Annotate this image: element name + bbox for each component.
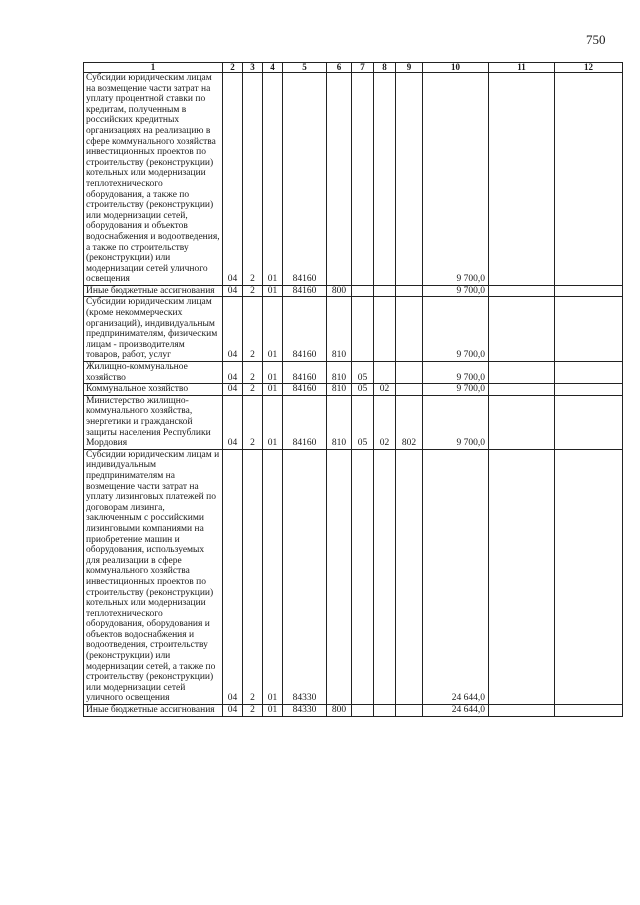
item-name: Иные бюджетные ассигнования xyxy=(84,285,223,297)
item-name: Министерство жилищно-коммунального хозяйства, энергетики и гражданской защиты населения Республики Мордовия xyxy=(84,395,223,449)
cell-col-2: 04 xyxy=(223,705,243,717)
cell-col-7: 05 xyxy=(352,362,374,384)
cell-col-5: 84160 xyxy=(283,362,327,384)
budget-table xyxy=(83,62,623,717)
cell-col-2: 04 xyxy=(223,384,243,396)
header-col-10: 10 xyxy=(423,63,489,73)
header-col-7: 7 xyxy=(352,63,374,73)
table-row xyxy=(84,297,623,362)
cell-col-5: 84160 xyxy=(283,73,327,286)
cell-col-4: 01 xyxy=(263,73,283,286)
cell-col-3: 2 xyxy=(243,297,263,362)
header-col-1: 1 xyxy=(84,63,223,73)
cell-col-8 xyxy=(374,449,396,704)
cell-col-2: 04 xyxy=(223,395,243,449)
item-name: Коммунальное хозяйство xyxy=(84,384,223,396)
cell-col-4: 01 xyxy=(263,395,283,449)
cell-col-2: 04 xyxy=(223,362,243,384)
cell-col-12 xyxy=(555,384,623,396)
amount-cell: 9 700,0 xyxy=(423,73,489,286)
header-col-6: 6 xyxy=(327,63,352,73)
cell-col-7: 05 xyxy=(352,395,374,449)
cell-col-2: 04 xyxy=(223,73,243,286)
cell-col-3: 2 xyxy=(243,384,263,396)
cell-col-8: 02 xyxy=(374,384,396,396)
cell-col-4: 01 xyxy=(263,285,283,297)
item-name: Жилищно-коммунальное хозяйство xyxy=(84,362,223,384)
cell-col-12 xyxy=(555,297,623,362)
cell-col-6: 810 xyxy=(327,362,352,384)
amount-cell: 9 700,0 xyxy=(423,297,489,362)
item-name: Иные бюджетные ассигнования xyxy=(84,705,223,717)
cell-col-12 xyxy=(555,395,623,449)
cell-col-2: 04 xyxy=(223,297,243,362)
cell-col-6 xyxy=(327,449,352,704)
table-row xyxy=(84,362,623,384)
cell-col-9: 802 xyxy=(396,395,423,449)
cell-col-11 xyxy=(489,705,555,717)
cell-col-11 xyxy=(489,73,555,286)
amount-cell: 24 644,0 xyxy=(423,705,489,717)
cell-col-5: 84160 xyxy=(283,395,327,449)
cell-col-12 xyxy=(555,705,623,717)
cell-col-5: 84330 xyxy=(283,449,327,704)
cell-col-8 xyxy=(374,297,396,362)
cell-col-6: 810 xyxy=(327,395,352,449)
cell-col-8 xyxy=(374,73,396,286)
page-number: 750 xyxy=(586,32,606,47)
header-col-4: 4 xyxy=(263,63,283,73)
cell-col-2: 04 xyxy=(223,285,243,297)
header-col-5: 5 xyxy=(283,63,327,73)
cell-col-9 xyxy=(396,297,423,362)
header-col-12: 12 xyxy=(555,63,623,73)
cell-col-3: 2 xyxy=(243,73,263,286)
header-col-9: 9 xyxy=(396,63,423,73)
cell-col-11 xyxy=(489,449,555,704)
header-row xyxy=(84,63,623,73)
cell-col-7 xyxy=(352,705,374,717)
item-name: Субсидии юридическим лицам (кроме некоммерческих организаций), индивидуальным предпринимателям, физическим лицам - производителям товаров, работ, услуг xyxy=(84,297,223,362)
cell-col-12 xyxy=(555,362,623,384)
cell-col-6: 800 xyxy=(327,285,352,297)
cell-col-11 xyxy=(489,395,555,449)
cell-col-3: 2 xyxy=(243,395,263,449)
table-row xyxy=(84,285,623,297)
cell-col-7 xyxy=(352,285,374,297)
cell-col-7 xyxy=(352,73,374,286)
cell-col-11 xyxy=(489,384,555,396)
cell-col-6: 800 xyxy=(327,705,352,717)
table-row xyxy=(84,705,623,717)
header-col-8: 8 xyxy=(374,63,396,73)
cell-col-5: 84160 xyxy=(283,285,327,297)
cell-col-9 xyxy=(396,705,423,717)
table-row xyxy=(84,395,623,449)
cell-col-9 xyxy=(396,73,423,286)
cell-col-4: 01 xyxy=(263,449,283,704)
cell-col-3: 2 xyxy=(243,705,263,717)
table-row xyxy=(84,384,623,396)
table-body xyxy=(84,73,623,717)
header-col-3: 3 xyxy=(243,63,263,73)
cell-col-11 xyxy=(489,297,555,362)
header-col-2: 2 xyxy=(223,63,243,73)
header-col-11: 11 xyxy=(489,63,555,73)
amount-cell: 9 700,0 xyxy=(423,362,489,384)
table-row xyxy=(84,449,623,704)
cell-col-2: 04 xyxy=(223,449,243,704)
cell-col-7: 05 xyxy=(352,384,374,396)
cell-col-11 xyxy=(489,362,555,384)
cell-col-5: 84160 xyxy=(283,297,327,362)
cell-col-12 xyxy=(555,285,623,297)
cell-col-6: 810 xyxy=(327,384,352,396)
amount-cell: 9 700,0 xyxy=(423,395,489,449)
table-row xyxy=(84,73,623,286)
cell-col-8 xyxy=(374,285,396,297)
cell-col-8: 02 xyxy=(374,395,396,449)
cell-col-9 xyxy=(396,384,423,396)
cell-col-12 xyxy=(555,449,623,704)
cell-col-8 xyxy=(374,362,396,384)
cell-col-3: 2 xyxy=(243,285,263,297)
amount-cell: 9 700,0 xyxy=(423,384,489,396)
cell-col-5: 84330 xyxy=(283,705,327,717)
cell-col-5: 84160 xyxy=(283,384,327,396)
cell-col-7 xyxy=(352,449,374,704)
cell-col-3: 2 xyxy=(243,362,263,384)
cell-col-8 xyxy=(374,705,396,717)
cell-col-6: 810 xyxy=(327,297,352,362)
amount-cell: 9 700,0 xyxy=(423,285,489,297)
cell-col-7 xyxy=(352,297,374,362)
cell-col-4: 01 xyxy=(263,384,283,396)
cell-col-3: 2 xyxy=(243,449,263,704)
cell-col-9 xyxy=(396,362,423,384)
cell-col-4: 01 xyxy=(263,297,283,362)
cell-col-4: 01 xyxy=(263,362,283,384)
cell-col-9 xyxy=(396,449,423,704)
cell-col-6 xyxy=(327,73,352,286)
cell-col-12 xyxy=(555,73,623,286)
amount-cell: 24 644,0 xyxy=(423,449,489,704)
item-name: Субсидии юридическим лицам на возмещение части затрат на уплату процентной ставки по кредитам, полученным в российских кредитных организациях на реализацию в сфере коммунального хозяйства инвестиционных проектов по строительству (реконструкции) котельных или модернизации теплотехнического оборудования, а также по строительству (реконструкции) или модернизации сетей, оборудования и объектов водоснабжения и водоотведения, а также по строительству (реконструкции) или модернизации сетей уличного освещения xyxy=(84,73,223,286)
cell-col-9 xyxy=(396,285,423,297)
item-name: Субсидии юридическим лицам и индивидуальным предпринимателям на возмещение части затрат на уплату лизинговых платежей по договорам лизинга, заключенным с российскими лизинговыми компаниями на приобретение машин и оборудования, используемых для реализации в сфере коммунального хозяйства инвестиционных проектов по строительству (реконструкции) котельных или модернизации теплотехнического оборудования, оборудования и объектов водоснабжения и водоотведения, строительству (реконструкции) или модернизации сетей, а также по строительству (реконструкции) или модернизации сетей уличного освещения xyxy=(84,449,223,704)
cell-col-11 xyxy=(489,285,555,297)
cell-col-4: 01 xyxy=(263,705,283,717)
